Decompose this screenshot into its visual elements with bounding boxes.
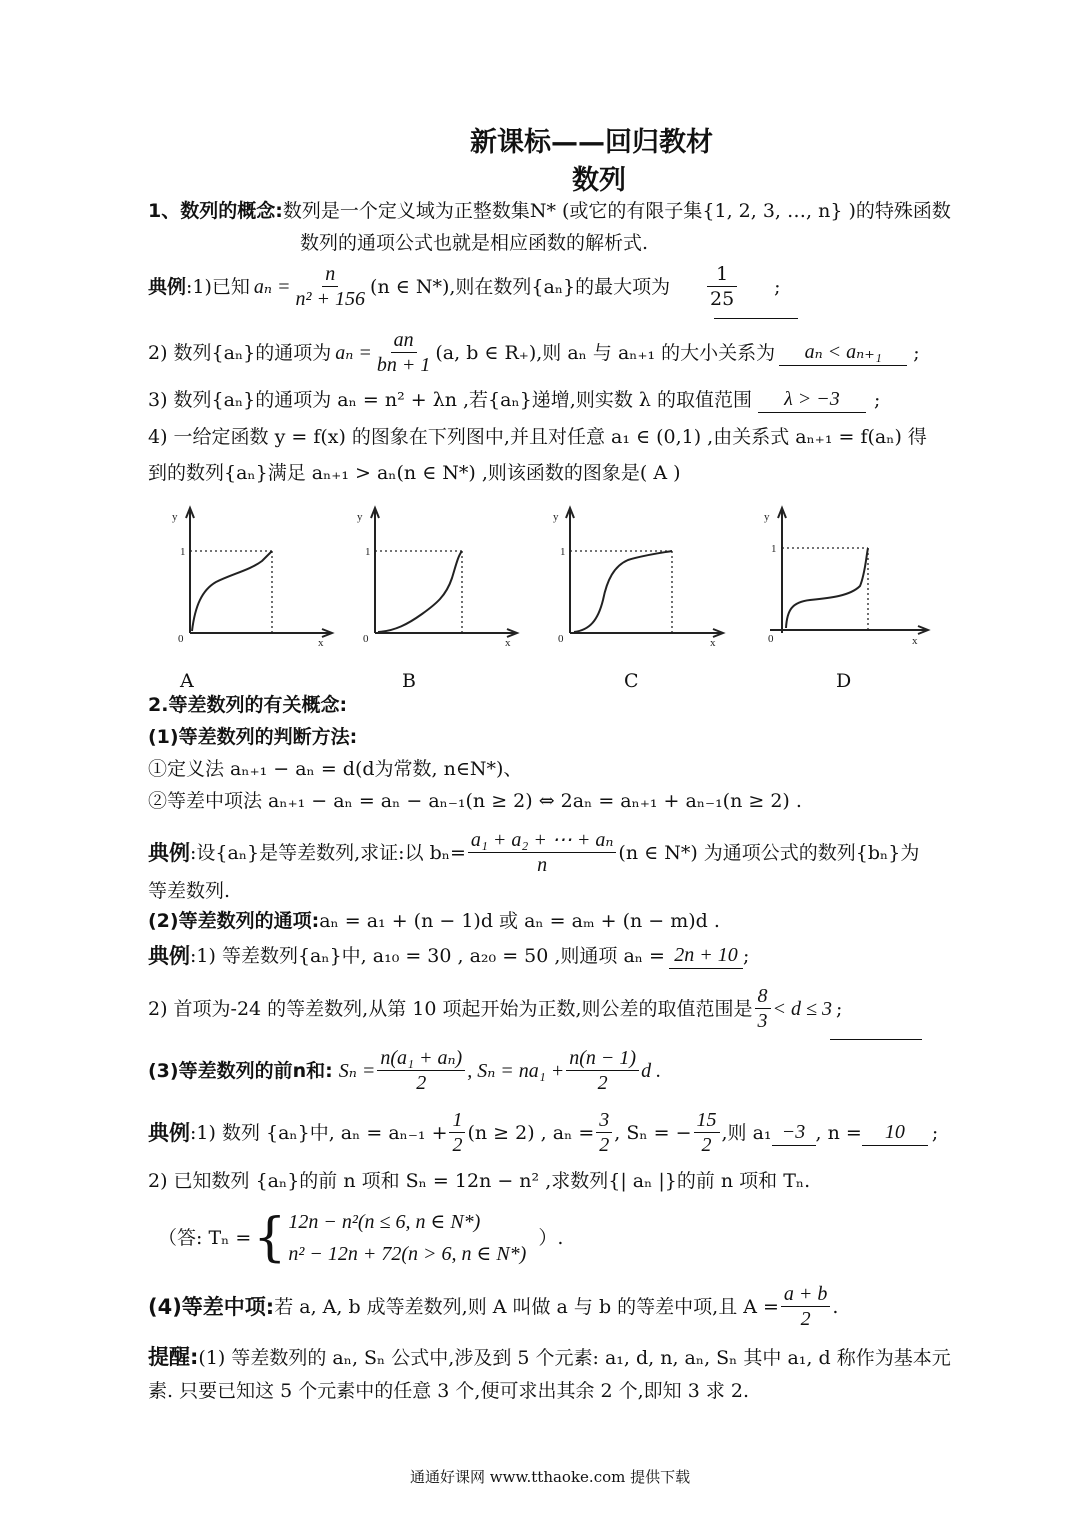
graph-a-x-label: x bbox=[318, 637, 324, 649]
ex3-f2-num: 3 bbox=[596, 1108, 612, 1133]
sub4-den: 2 bbox=[800, 1308, 811, 1330]
example-4-answer bbox=[158, 1206, 563, 1270]
example-1-q1 bbox=[148, 262, 781, 311]
sub3-den2: 2 bbox=[597, 1072, 608, 1094]
q1-end: ; bbox=[774, 275, 781, 298]
q1-answer-den: 25 bbox=[707, 286, 737, 311]
sub4-num: a + b bbox=[781, 1282, 831, 1307]
footer-text: 通通好课网 www.tthaoke.com 提供下载 bbox=[410, 1468, 691, 1486]
q2-num: an bbox=[391, 328, 417, 353]
example-label: 典例 bbox=[148, 840, 190, 865]
example-2-prefix: :设{aₙ}是等差数列,求证:以 bₙ= bbox=[190, 841, 466, 864]
q1-suffix: (n ∈ N*),则在数列{aₙ}的最大项为 bbox=[370, 275, 671, 298]
sub2-body: aₙ = a₁ + (n − 1)d 或 aₙ = aₘ + (n − m)d . bbox=[319, 910, 720, 932]
ex3-answer-1: −3 bbox=[772, 1119, 816, 1146]
brace-icon: { bbox=[253, 1208, 287, 1268]
graph-d-label: D bbox=[836, 670, 852, 692]
tip-text-1: (1) 等差数列的 aₙ, Sₙ 公式中,涉及到 5 个元素: a₁, d, n, aₙ, Sₙ 其中 a₁, d 称作为基本元 bbox=[198, 1347, 951, 1369]
ex3-f1-num: 1 bbox=[449, 1108, 465, 1133]
q1-answer-underline bbox=[714, 318, 798, 319]
q1-answer-num: 1 bbox=[716, 263, 729, 285]
graph-a-label: A bbox=[180, 670, 194, 692]
section-2-sub4 bbox=[148, 1282, 838, 1331]
piecewise-cases bbox=[288, 1206, 526, 1270]
q1-lhs: aₙ = bbox=[253, 275, 291, 298]
q2-den: bn + 1 bbox=[376, 354, 431, 376]
graph-d-x-label: x bbox=[912, 635, 918, 647]
ex3-mid1: (n ≥ 2) , aₙ = bbox=[467, 1121, 595, 1144]
example-2-num: a₁ + a₂ + ⋯ + aₙ bbox=[468, 828, 617, 853]
case-1: 12n − n²(n ≤ 6, n ∈ N*) bbox=[288, 1211, 481, 1233]
example-label: 典例 bbox=[148, 943, 190, 968]
graph-c-tick: 1 bbox=[560, 546, 566, 558]
ex2-q2-underline bbox=[830, 1039, 922, 1040]
graph-b-origin: 0 bbox=[363, 633, 369, 645]
graph-d-y-label: y bbox=[764, 511, 770, 523]
ex3-f3-den: 2 bbox=[701, 1134, 712, 1156]
sub4-body: 若 a, A, b 成等差数列,则 A 叫做 a 与 b 的等差中项,且 A = bbox=[274, 1295, 779, 1318]
graph-a-tick: 1 bbox=[180, 546, 186, 558]
graph-d bbox=[770, 508, 928, 634]
sub3-end: d . bbox=[641, 1059, 662, 1082]
case-2: n² − 12n + 72(n > 6, n ∈ N*) bbox=[288, 1243, 527, 1265]
graph-c bbox=[566, 508, 723, 637]
section-1-definition: 数列是一个定义域为正整数集N* (或它的有限子集{1, 2, 3, …, n} )的特殊函数 bbox=[282, 200, 951, 222]
graph-c-origin: 0 bbox=[558, 633, 564, 645]
sub3-mid: , Sₙ = na₁ + bbox=[467, 1059, 565, 1082]
section-2-sub2 bbox=[148, 908, 720, 934]
sub4-heading: (4)等差中项: bbox=[148, 1294, 275, 1319]
ex2-q2-fraction bbox=[755, 984, 771, 1033]
ex3-mid2: , Sₙ = − bbox=[614, 1121, 692, 1144]
example-1-q4-line2: 到的数列{aₙ}满足 aₙ₊₁ > aₙ(n ∈ N*) ,则该函数的图象是( A ) bbox=[148, 462, 681, 484]
graph-b-label: B bbox=[402, 670, 416, 692]
q2-answer: aₙ < aₙ₊₁ bbox=[779, 339, 907, 366]
sub3-fraction-1 bbox=[377, 1046, 465, 1095]
tip-line-2: 素. 只要已知这 5 个元素中的任意 3 个,便可求出其余 2 个,即知 3 求 2. bbox=[148, 1380, 749, 1402]
example-2-suffix: (n ∈ N*) 为通项公式的数列{bₙ}为 bbox=[618, 841, 920, 864]
ex2-q2-den: 3 bbox=[757, 1010, 768, 1032]
q3-text: 3) 数列{aₙ}的通项为 aₙ = n² + λn ,若{aₙ}递增,则实数 λ 的取值范围 bbox=[148, 388, 752, 411]
sub3-lhs: Sₙ = bbox=[338, 1059, 376, 1082]
tip-line-1 bbox=[148, 1344, 951, 1371]
section-1-definition-2: 数列的通项公式也就是相应函数的解析式. bbox=[300, 232, 649, 254]
ex3-f3-num: 15 bbox=[694, 1108, 720, 1133]
ex2-q2-num: 8 bbox=[755, 984, 771, 1009]
ex3-answer-2: 10 bbox=[862, 1119, 928, 1146]
ex3-mid4: , n = bbox=[815, 1121, 862, 1144]
graph-a-origin: 0 bbox=[178, 633, 184, 645]
sub2-heading: (2)等差数列的通项: bbox=[148, 910, 320, 932]
q1-prefix: :1)已知 bbox=[186, 275, 250, 298]
example-label: 典例 bbox=[148, 1120, 190, 1145]
graph-a-y-label: y bbox=[172, 511, 178, 523]
example-2 bbox=[148, 828, 919, 877]
sub4-end: . bbox=[832, 1295, 839, 1318]
example-1-q3 bbox=[148, 386, 880, 413]
example-4-q2: 2) 已知数列 {aₙ}的前 n 项和 Sₙ = 12n − n² ,求数列{| aₙ |}的前 n 项和 Tₙ. bbox=[148, 1170, 811, 1192]
graph-b-y-label: y bbox=[357, 511, 363, 523]
section-2-sub1: (1)等差数列的判断方法: bbox=[148, 726, 358, 748]
answer-prefix: （答: Tₙ = bbox=[158, 1227, 252, 1249]
ex3-end: ; bbox=[931, 1121, 939, 1144]
example-2-den: n bbox=[537, 854, 548, 876]
q1-fraction bbox=[293, 262, 369, 311]
method-2: ②等差中项法 aₙ₊₁ − aₙ = aₙ − aₙ₋₁(n ≥ 2) ⇔ 2aₙ = aₙ₊₁ + aₙ₋₁(n ≥ 2) . bbox=[148, 790, 802, 812]
q2-end: ; bbox=[913, 341, 920, 364]
ex3-fraction-2 bbox=[596, 1108, 612, 1157]
ex3-f1-den: 2 bbox=[452, 1134, 463, 1156]
graph-d-origin: 0 bbox=[768, 633, 774, 645]
graph-d-tick: 1 bbox=[771, 543, 777, 555]
section-2-sub3 bbox=[148, 1046, 661, 1095]
q1-den: n² + 156 bbox=[295, 288, 366, 310]
graph-b bbox=[371, 508, 517, 637]
example-2-line2: 等差数列. bbox=[148, 880, 231, 902]
q1-answer bbox=[692, 262, 752, 311]
section-2-heading: 2.等差数列的有关概念: bbox=[148, 694, 348, 716]
ex2-q2-text: 2) 首项为-24 的等差数列,从第 10 项起开始为正数,则公差的取值范围是 bbox=[148, 997, 753, 1020]
answer-end: ）. bbox=[538, 1227, 564, 1249]
example-1-q2 bbox=[148, 328, 920, 377]
graph-a bbox=[186, 508, 332, 637]
q3-answer: λ > −3 bbox=[758, 386, 866, 413]
method-1: ①定义法 aₙ₊₁ − aₙ = d(d为常数, n∈N*)、 bbox=[148, 758, 523, 780]
ex3-fraction-1 bbox=[449, 1108, 465, 1157]
graph-b-x-label: x bbox=[505, 637, 511, 649]
ex3-prefix: :1) 数列 {aₙ}中, aₙ = aₙ₋₁ + bbox=[190, 1121, 448, 1144]
example-label: 典例 bbox=[148, 275, 187, 298]
q2-fraction bbox=[374, 328, 434, 377]
section-1-heading: 1、数列的概念: bbox=[148, 200, 283, 222]
tip-label: 提醒: bbox=[148, 1345, 199, 1369]
ex3-mid3: ,则 a₁ bbox=[721, 1121, 772, 1144]
example-3-q2 bbox=[148, 984, 842, 1033]
sub3-fraction-2 bbox=[566, 1046, 639, 1095]
section-1-line bbox=[148, 198, 951, 224]
function-graphs bbox=[150, 498, 950, 698]
ex2-q1-end: ; bbox=[742, 944, 750, 967]
ex2-q2-rest: < d ≤ 3 bbox=[772, 997, 832, 1020]
sub3-heading: (3)等差数列的前n和: bbox=[148, 1059, 333, 1082]
page-subtitle: 数列 bbox=[572, 165, 626, 196]
ex3-f2-den: 2 bbox=[599, 1134, 610, 1156]
q2-suffix: (a, b ∈ R₊),则 aₙ 与 aₙ₊₁ 的大小关系为 bbox=[435, 341, 776, 364]
example-2-fraction bbox=[468, 828, 617, 877]
sub3-num2: n(n − 1) bbox=[566, 1046, 639, 1071]
example-4-q1 bbox=[148, 1108, 938, 1157]
ex2-q1-answer: 2n + 10 bbox=[669, 942, 743, 969]
ex2-q2-end: ; bbox=[836, 997, 843, 1020]
example-3-q1 bbox=[148, 942, 749, 969]
q1-num: n bbox=[322, 262, 338, 287]
example-1-q4-line1: 4) 一给定函数 y = f(x) 的图象在下列图中,并且对任意 a₁ ∈ (0,1) ,由关系式 aₙ₊₁ = f(aₙ) 得 bbox=[148, 426, 927, 448]
graph-b-tick: 1 bbox=[365, 546, 371, 558]
sub3-num1: n(a₁ + aₙ) bbox=[377, 1046, 465, 1071]
q2-lhs: aₙ = bbox=[335, 341, 372, 364]
graph-c-x-label: x bbox=[710, 637, 716, 649]
q3-end: ; bbox=[873, 388, 881, 411]
ex2-q1-text: :1) 等差数列{aₙ}中, a₁₀ = 30 , a₂₀ = 50 ,则通项 aₙ = bbox=[190, 944, 665, 967]
graph-c-label: C bbox=[624, 670, 639, 692]
ex3-fraction-3 bbox=[694, 1108, 720, 1157]
page-title: 新课标——回归教材 bbox=[470, 127, 713, 158]
sub4-fraction bbox=[781, 1282, 831, 1331]
graph-c-y-label: y bbox=[553, 511, 559, 523]
q2-prefix: 2) 数列{aₙ}的通项为 bbox=[148, 341, 332, 364]
sub3-den1: 2 bbox=[416, 1072, 427, 1094]
